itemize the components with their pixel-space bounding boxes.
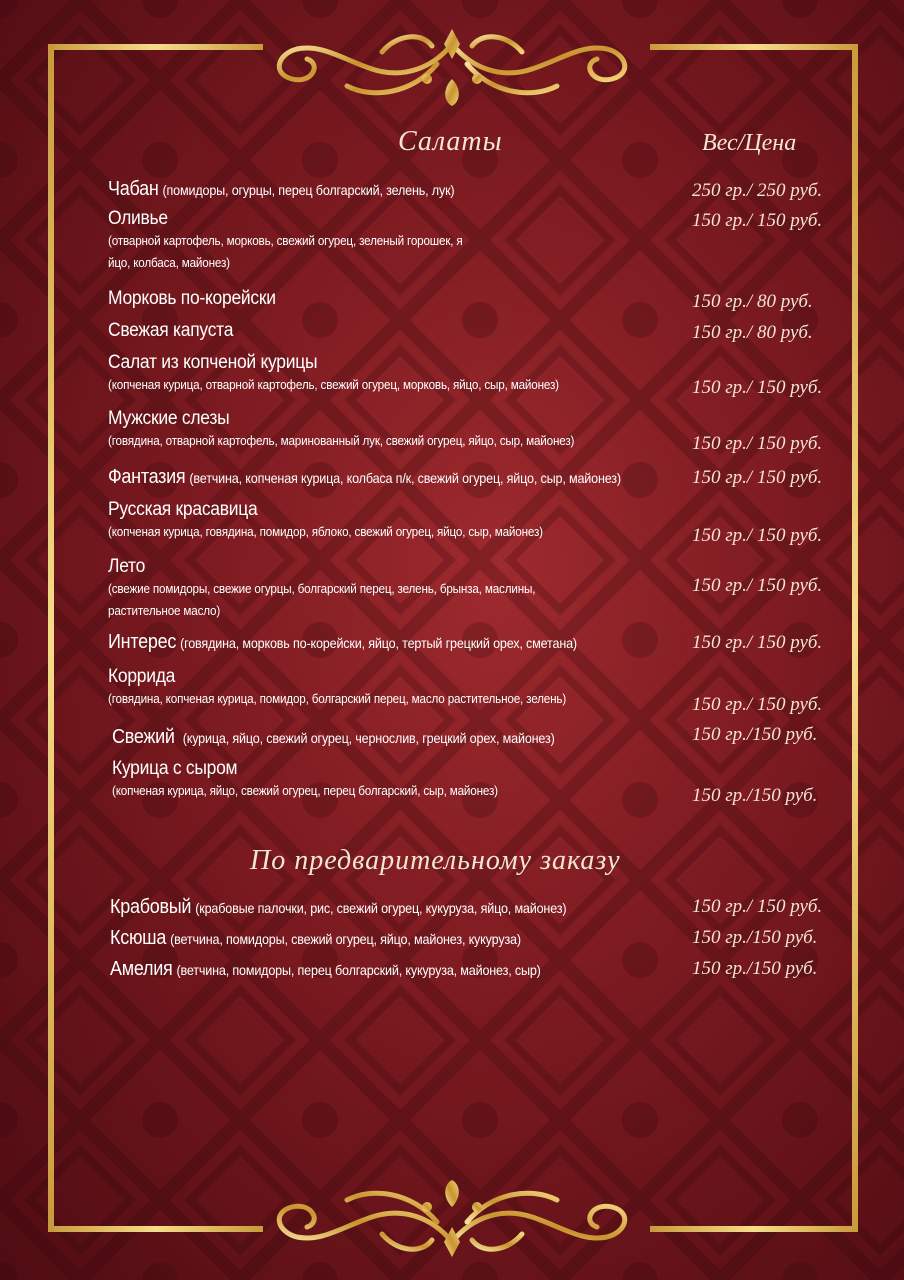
item-desc: (свежие помидоры, свежие огурцы, болгарский перец, зелень, брынза, маслины, (108, 581, 536, 596)
item-name: Салат из копченой курицы (108, 352, 318, 373)
item-price: 150 гр./ 80 руб. (692, 291, 813, 312)
item-name: Русская красавица (108, 499, 258, 520)
item-price: 150 гр./ 80 руб. (692, 322, 813, 343)
menu-item (108, 499, 678, 543)
menu-item (108, 556, 678, 622)
menu-item (110, 958, 680, 981)
item-desc: (отварной картофель, морковь, свежий огурец, зеленый горошек, я (108, 233, 463, 248)
item-price: 250 гр./ 250 руб. (692, 180, 823, 201)
menu-item (112, 758, 682, 802)
item-name: Интерес (108, 631, 177, 653)
item-name: Коррида (108, 666, 176, 687)
item-name: Морковь по-корейски (108, 288, 276, 309)
item-desc: (помидоры, огурцы, перец болгарский, зелень, лук) (162, 182, 455, 198)
item-name: Оливье (108, 208, 168, 229)
frame-right (852, 44, 858, 1232)
item-price: 150 гр./150 руб. (692, 958, 818, 979)
item-price: 150 гр./ 150 руб. (692, 632, 823, 653)
preorder-title: По предварительному заказу (250, 845, 621, 876)
menu-item (112, 726, 682, 749)
menu-item (110, 927, 680, 950)
item-name: Свежий (112, 726, 175, 748)
menu-item (108, 408, 678, 452)
item-desc: (говядина, отварной картофель, маринованный лук, свежий огурец, яйцо, сыр, майонез) (108, 433, 575, 448)
item-price: 150 гр./ 150 руб. (692, 525, 823, 546)
item-name: Ксюша (110, 927, 167, 949)
item-name: Фантазия (108, 466, 186, 488)
price-column-title: Вес/Цена (702, 130, 797, 156)
item-desc-2: растительное масло) (108, 603, 221, 618)
item-desc: (говядина, морковь по-корейски, яйцо, тертый грецкий орех, сметана) (180, 635, 577, 651)
frame-top-left (48, 44, 263, 50)
item-price: 150 гр./ 150 руб. (692, 377, 823, 398)
item-desc: (копченая курица, яйцо, свежий огурец, перец болгарский, сыр, майонез) (112, 783, 498, 798)
item-price: 150 гр./ 150 руб. (692, 694, 823, 715)
item-desc: (крабовые палочки, рис, свежий огурец, кукуруза, яйцо, майонез) (195, 900, 567, 916)
item-price: 150 гр./ 150 руб. (692, 575, 823, 596)
section-title: Салаты (398, 126, 503, 157)
item-desc: (ветчина, помидоры, свежий огурец, яйцо, майонез, кукуруза) (170, 931, 521, 947)
menu-item (108, 666, 678, 710)
item-price: 150 гр./ 150 руб. (692, 210, 823, 231)
item-name: Крабовый (110, 896, 192, 918)
item-price: 150 гр./150 руб. (692, 785, 818, 806)
menu-item (108, 178, 678, 201)
menu-item (108, 631, 678, 654)
item-desc: (говядина, копченая курица, помидор, болгарский перец, масло растительное, зелень) (108, 691, 567, 706)
item-price: 150 гр./ 150 руб. (692, 433, 823, 454)
item-name: Лето (108, 556, 146, 577)
item-price: 150 гр./150 руб. (692, 927, 818, 948)
item-name: Мужские слезы (108, 408, 230, 429)
item-price: 150 гр./ 150 руб. (692, 467, 823, 488)
frame-left (48, 44, 54, 1232)
item-desc: (копченая курица, говядина, помидор, яблоко, свежий огурец, яйцо, сыр, майонез) (108, 524, 543, 539)
item-desc: (ветчина, копченая курица, колбаса п/к, свежий огурец, яйцо, сыр, майонез) (189, 470, 621, 486)
frame-top-right (650, 44, 858, 50)
item-name: Свежая капуста (108, 320, 234, 341)
ornament-top-icon (262, 24, 642, 114)
item-name: Амелия (110, 958, 173, 980)
menu-item (108, 352, 678, 396)
item-desc-2: йцо, колбаса, майонез) (108, 255, 230, 270)
item-desc: (копченая курица, отварной картофель, свежий огурец, морковь, яйцо, сыр, майонез) (108, 377, 559, 392)
item-desc: (ветчина, помидоры, перец болгарский, кукуруза, майонез, сыр) (176, 962, 541, 978)
item-name: Чабан (108, 178, 159, 200)
menu-item (108, 466, 678, 489)
ornament-bottom-icon (262, 1172, 642, 1262)
item-price: 150 гр./ 150 руб. (692, 896, 823, 917)
menu-item (108, 208, 678, 274)
item-desc: (курица, яйцо, свежий огурец, чернослив, грецкий орех, майонез) (182, 730, 555, 746)
menu-item (110, 896, 680, 919)
frame-bottom-right (650, 1226, 858, 1232)
item-price: 150 гр./150 руб. (692, 724, 818, 745)
item-name: Курица с сыром (112, 758, 238, 779)
menu-item (108, 288, 678, 310)
menu-item (108, 320, 678, 342)
frame-bottom-left (48, 1226, 263, 1232)
